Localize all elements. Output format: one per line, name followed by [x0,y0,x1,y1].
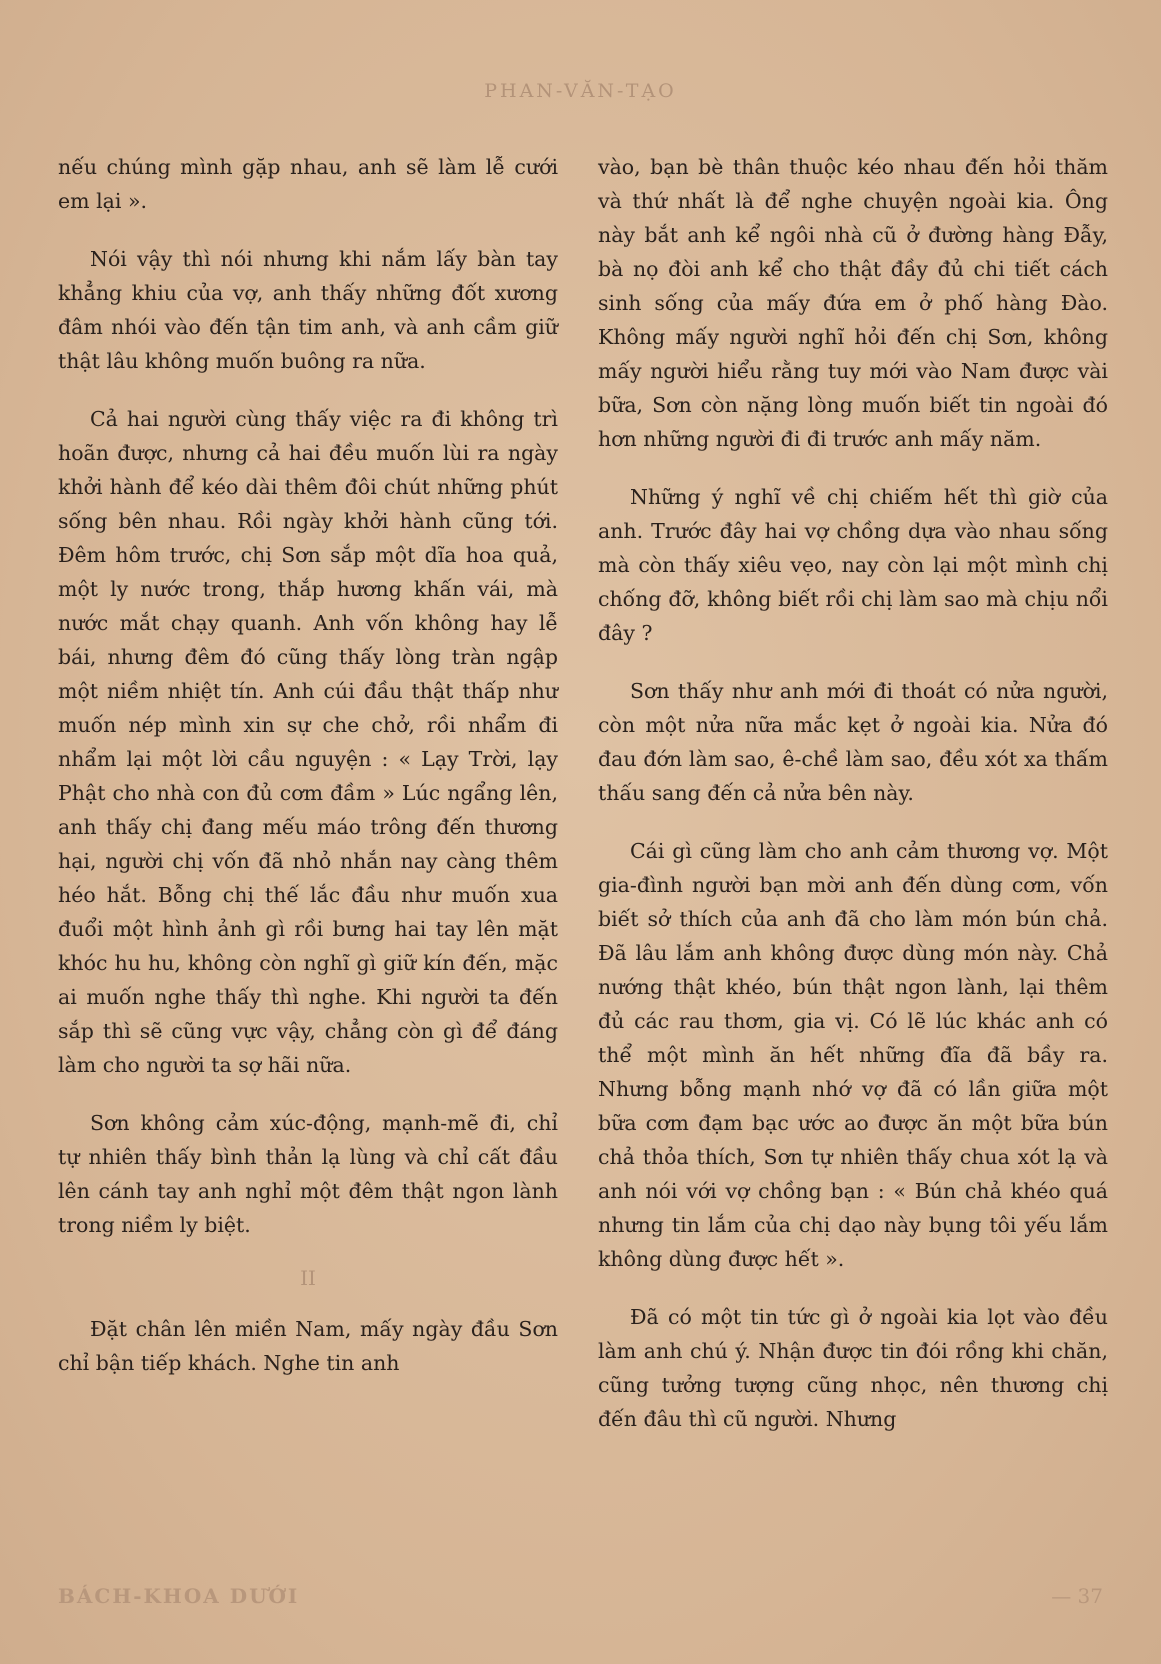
section-number: II [300,1266,316,1290]
paragraph: Đặt chân lên miền Nam, mấy ngày đầu Sơn chỉ bận tiếp khách. Nghe tin anh [58,1317,558,1375]
paragraph: Những ý nghĩ về chị chiếm hết thì giờ của anh. Trước đây hai vợ chồng dựa vào nhau sống mà còn thấy xiêu vẹo, nay còn lại một mình chị chống đỡ, không biết rồi chị làm sao mà chịu nổi đây ? [598,485,1108,645]
paragraph: Đã có một tin tức gì ở ngoài kia lọt vào đều làm anh chú ý. Nhận được tin đói rồng khi chăn, cũng tưởng tượng cũng nhọc, nên thương chị đến đâu thì cũ người. Nhưng [598,1305,1108,1431]
running-header: PHAN-VĂN-TẠO [484,80,677,102]
paragraph: Sơn không cảm xúc-động, mạnh-mẽ đi, chỉ tự nhiên thấy bình thản lạ lùng và chỉ cất đầu lên cánh tay anh nghỉ một đêm thật ngon lành trong niềm ly biệt. [58,1111,558,1237]
paragraph: vào, bạn bè thân thuộc kéo nhau đến hỏi thăm và thứ nhất là để nghe chuyện ngoài kia. Ông này bắt anh kể ngôi nhà cũ ở đường hàng Đẫy, bà nọ đòi anh kể cho thật đầy đủ chi tiết cách sinh sống của mấy đứa em ở phố hàng Đào. Không mấy người nghĩ hỏi đến chị Sơn, không mấy người hiểu rằng tuy mới vào Nam được vài bữa, Sơn còn nặng lòng muốn biết tin ngoài đó hơn những người đi đi trước anh mấy năm. [598,155,1108,451]
right-column [598,150,1108,1460]
footer-publication: BÁCH-KHOA DƯỚI [58,1584,300,1608]
paragraph: Sơn thấy như anh mới đi thoát có nửa người, còn một nửa nữa mắc kẹt ở ngoài kia. Nửa đó đau đớn làm sao, ê-chề làm sao, đều xót xa thấm thấu sang đến cả nửa bên này. [598,679,1108,805]
left-column [58,150,558,1404]
paragraph: Cái gì cũng làm cho anh cảm thương vợ. Một gia-đình người bạn mời anh đến dùng cơm, vốn biết sở thích của anh đã cho làm món bún chả. Đã lâu lắm anh không được dùng món này. Chả nướng thật khéo, bún thật ngon lành, lại thêm đủ các rau thơm, gia vị. Có lẽ lúc khác anh có thể một mình ăn hết những đĩa đã bầy ra. Nhưng bỗng mạnh nhớ vợ đã có lần giữa một bữa cơm đạm bạc ước ao được ăn một bữa bún chả thỏa thích, Sơn tự nhiên thấy chua xót lạ và anh nói với vợ chồng bạn : « Bún chả khéo quá nhưng tin lắm của chị dạo này bụng tôi yếu lắm không dùng được hết ». [598,839,1108,1271]
paragraph: Nói vậy thì nói nhưng khi nắm lấy bàn tay khẳng khiu của vợ, anh thấy những đốt xương đâm nhói vào đến tận tim anh, và anh cầm giữ thật lâu không muốn buông ra nữa. [58,247,558,373]
paragraph: Cả hai người cùng thấy việc ra đi không trì hoãn được, nhưng cả hai đều muốn lùi ra ngày khởi hành để kéo dài thêm đôi chút những phút sống bên nhau. Rồi ngày khởi hành cũng tới. Đêm hôm trước, chị Sơn sắp một dĩa hoa quả, một ly nước trong, thắp hương khấn vái, mà nước mắt chạy quanh. Anh vốn không hay lễ bái, nhưng đêm đó cũng thấy lòng tràn ngập một niềm nhiệt tín. Anh cúi đầu thật thấp như muốn nép mình xin sự che chở, rồi nhẩm đi nhẩm lại một lời cầu nguyện : « Lạy Trời, lạy Phật cho nhà con đủ cơm đầm » Lúc ngẩng lên, anh thấy chị đang mếu máo trông đến thương hại, người chị vốn đã nhỏ nhắn nay càng thêm héo hắt. Bỗng chị thế lắc đầu như muốn xua đuổi một hình ảnh gì rồi bưng hai tay lên mặt khóc hu hu, không còn nghĩ gì giữ kín đến, mặc ai muốn nghe thấy thì nghe. Khi người ta đến sắp thì sẽ cũng vực vậy, chẳng còn gì để đáng làm cho người ta sợ hãi nữa. [58,407,558,1077]
page-number: — 37 [1051,1584,1103,1608]
paragraph: nếu chúng mình gặp nhau, anh sẽ làm lễ cưới em lại ». [58,155,558,213]
